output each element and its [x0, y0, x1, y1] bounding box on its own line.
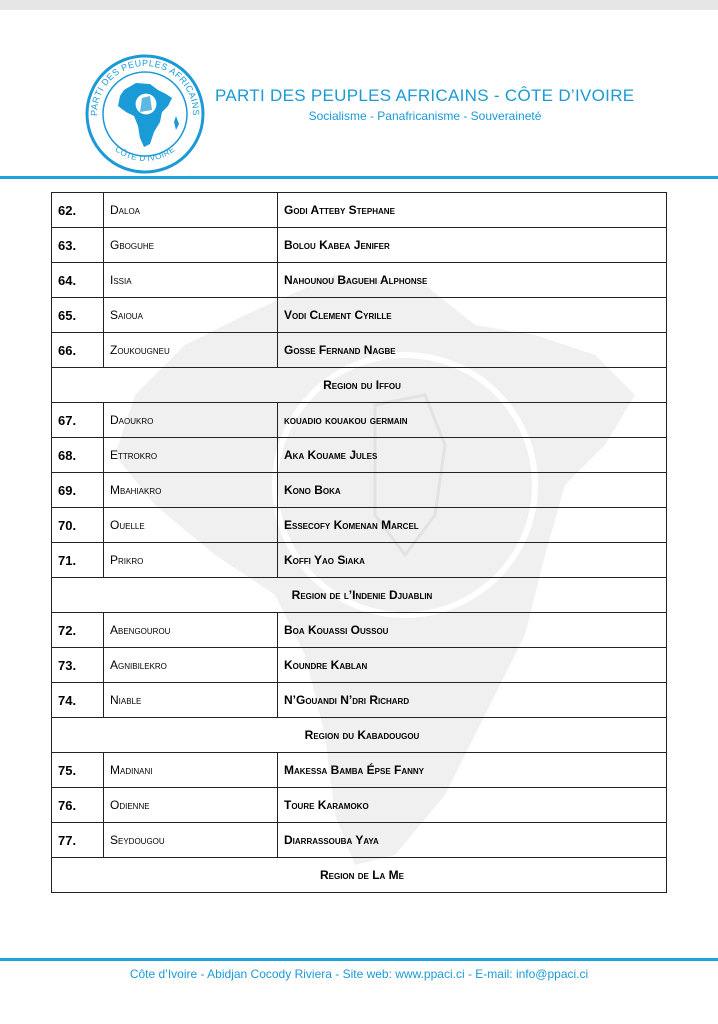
- top-gray-bar: [0, 0, 718, 10]
- row-number: 69.: [52, 473, 104, 508]
- representative-name: Kono Boka: [278, 473, 667, 508]
- region-name: Region du Kabadougou: [52, 718, 667, 753]
- table-row: [52, 648, 667, 683]
- region-header-row: [52, 368, 667, 403]
- region-name: Region de La Me: [52, 858, 667, 893]
- city-name: Odienne: [104, 788, 278, 823]
- region-header-row: [52, 858, 667, 893]
- city-name: Issia: [104, 263, 278, 298]
- table-row: [52, 438, 667, 473]
- table-row: [52, 543, 667, 578]
- footer-contact: Côte d’Ivoire - Abidjan Cocody Riviera - Site web: www.ppaci.ci - E-mail: info@ppaci.ci: [129, 967, 589, 981]
- table-row: [52, 333, 667, 368]
- row-number: 74.: [52, 683, 104, 718]
- row-number: 72.: [52, 613, 104, 648]
- row-number: 73.: [52, 648, 104, 683]
- representative-name: N’Gouandi N’dri Richard: [278, 683, 667, 718]
- row-number: 68.: [52, 438, 104, 473]
- city-name: Madinani: [104, 753, 278, 788]
- city-name: Saioua: [104, 298, 278, 333]
- city-name: Gboguhe: [104, 228, 278, 263]
- city-name: Zoukougneu: [104, 333, 278, 368]
- representative-name: Bolou Kabea Jenifer: [278, 228, 667, 263]
- city-name: Ouelle: [104, 508, 278, 543]
- representative-name: Boa Kouassi Oussou: [278, 613, 667, 648]
- city-name: Prikro: [104, 543, 278, 578]
- representative-name: Gosse Fernand Nagbe: [278, 333, 667, 368]
- table-row: [52, 473, 667, 508]
- city-name: Abengourou: [104, 613, 278, 648]
- table-row: [52, 508, 667, 543]
- row-number: 66.: [52, 333, 104, 368]
- region-name: Region de l’Indenie Djuablin: [52, 578, 667, 613]
- row-number: 62.: [52, 193, 104, 228]
- party-name-title: PARTI DES PEUPLES AFRICAINS - CÔTE D’IVOIRE: [215, 86, 635, 105]
- row-number: 65.: [52, 298, 104, 333]
- city-name: Ettrokro: [104, 438, 278, 473]
- row-number: 64.: [52, 263, 104, 298]
- representative-name: Makessa Bamba Épse Fanny: [278, 753, 667, 788]
- representative-name: Koffi Yao Siaka: [278, 543, 667, 578]
- city-name: Seydougou: [104, 823, 278, 858]
- representative-name: Nahounou Baguehi Alphonse: [278, 263, 667, 298]
- table-row: [52, 823, 667, 858]
- row-number: 71.: [52, 543, 104, 578]
- table-row: [52, 788, 667, 823]
- row-number: 76.: [52, 788, 104, 823]
- representative-name: Diarrassouba Yaya: [278, 823, 667, 858]
- table-row: [52, 403, 667, 438]
- logo-ring-top-text: PARTI DES PEUPLES AFRICAINS: [88, 57, 202, 117]
- row-number: 77.: [52, 823, 104, 858]
- representative-name: kouadio kouakou germain: [278, 403, 667, 438]
- city-name: Daoukro: [104, 403, 278, 438]
- footer-divider: [0, 958, 718, 961]
- region-header-row: [52, 718, 667, 753]
- representative-name: Aka Kouame Jules: [278, 438, 667, 473]
- region-name: Region du Iffou: [52, 368, 667, 403]
- representative-name: Toure Karamoko: [278, 788, 667, 823]
- table-row: [52, 683, 667, 718]
- representative-name: Vodi Clement Cyrille: [278, 298, 667, 333]
- table-row: [52, 298, 667, 333]
- table-row: [52, 263, 667, 298]
- table-row: [52, 613, 667, 648]
- region-header-row: [52, 578, 667, 613]
- representative-name: Godi Atteby Stephane: [278, 193, 667, 228]
- row-number: 67.: [52, 403, 104, 438]
- row-number: 75.: [52, 753, 104, 788]
- representatives-table: [51, 192, 667, 893]
- table-row: [52, 753, 667, 788]
- city-name: Agnibilekro: [104, 648, 278, 683]
- city-name: Mbahiakro: [104, 473, 278, 508]
- city-name: Niable: [104, 683, 278, 718]
- row-number: 70.: [52, 508, 104, 543]
- logo-ring-bottom-text: CÔTE D'IVOIRE: [113, 144, 177, 164]
- table-row: [52, 228, 667, 263]
- header-divider: [0, 176, 718, 179]
- representative-name: Essecofy Komenan Marcel: [278, 508, 667, 543]
- representative-name: Koundre Kablan: [278, 648, 667, 683]
- party-slogan: Socialisme - Panafricanisme - Souveraineté: [308, 109, 542, 123]
- row-number: 63.: [52, 228, 104, 263]
- city-name: Daloa: [104, 193, 278, 228]
- party-logo: [80, 50, 210, 174]
- table-row: [52, 193, 667, 228]
